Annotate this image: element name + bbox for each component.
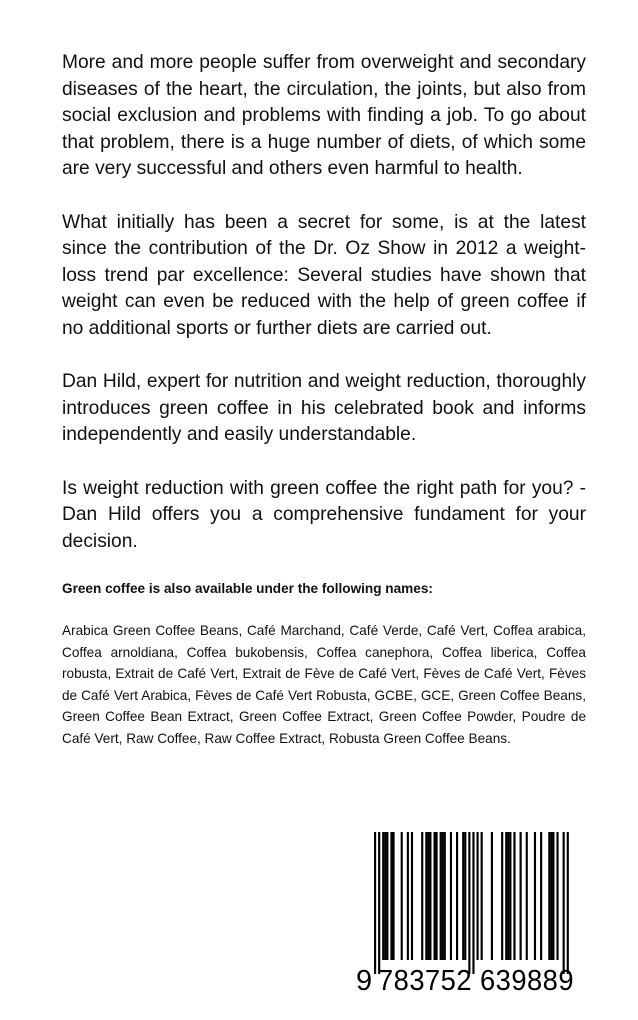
barcode-bar (501, 832, 503, 960)
paragraph-question: Is weight reduction with green coffee the right path for you? - Dan Hild offers you a comprehensive fundament for your decision. (62, 477, 586, 552)
barcode-bar (436, 832, 438, 960)
barcode-bars (374, 832, 569, 974)
barcode-bar (382, 832, 384, 960)
barcode-bar (481, 832, 483, 960)
barcode-bar (567, 832, 569, 974)
barcode-bar (548, 832, 550, 960)
barcode-bar (440, 832, 442, 960)
barcode-bar (534, 832, 536, 960)
barcode-bar (505, 832, 507, 960)
barcode-bar (472, 832, 474, 974)
barcode-bar (433, 832, 435, 960)
barcode-bar (556, 832, 558, 960)
barcode-bar (462, 832, 464, 960)
barcode-bar (456, 832, 458, 960)
names-heading: Green coffee is also available under the following names: (62, 581, 433, 596)
barcode-bar (450, 832, 452, 960)
isbn-barcode (352, 830, 592, 994)
barcode-bar (411, 832, 413, 960)
barcode-bar (477, 832, 479, 960)
barcode-bar (386, 832, 388, 960)
barcode-bar (464, 832, 466, 960)
barcode-bar (540, 832, 542, 960)
barcode-bar (378, 832, 380, 974)
barcode-bar (563, 832, 565, 974)
barcode-bar (507, 832, 509, 960)
barcode-bar (401, 832, 403, 960)
paragraph-intro: More and more people suffer from overweight and secondary diseases of the heart, the circulation, the joints, but also from social exclusion and problems with finding a job. To go about that problem, there is a huge number of diets, of which some are very successful and others even harmful to health. (62, 52, 586, 179)
barcode-bar (509, 832, 511, 960)
barcode-bar (491, 832, 493, 960)
barcode-bar (392, 832, 394, 960)
barcode-bar (390, 832, 392, 960)
barcode-bar (442, 832, 444, 960)
barcode-bar (526, 832, 528, 960)
barcode-bar (552, 832, 554, 960)
barcode-bar (425, 832, 427, 960)
paragraph-dr-oz: What initially has been a secret for some, is at the latest since the contribution of the Dr. Oz Show in 2012 a weight-loss trend par excellence: Several studies have shown that weight can even be reduced with the help of green coffee if no additional sports or further diets are carried out. (62, 211, 586, 339)
barcode-bar (550, 832, 552, 960)
barcode-bar (421, 832, 423, 960)
barcode-bar (374, 832, 376, 974)
names-list: Arabica Green Coffee Beans, Café Marchand, Café Verde, Café Vert, Coffea arabica, Coffea arnoldiana, Coffea bukobensis, Coffea canephora, Coffea liberica, Coffea robusta, Extrait de Café Vert, Extrait de Fève de Café Vert, Fèves de Café Vert, Fèves de Café Vert Arabica, Fèves de Café Vert Robusta, GCBE, GCE, Green Coffee Beans, Green Coffee Bean Extract, Green Coffee Extract, Green Coffee Powder, Poudre de Café Vert, Raw Coffee, Raw Coffee Extract, Robusta Green Coffee Beans. (62, 623, 586, 746)
paragraph-author: Dan Hild, expert for nutrition and weight reduction, thoroughly introduces green coffee in his celebrated book and informs independently and easily understandable. (62, 371, 586, 445)
barcode-bar (513, 832, 515, 960)
barcode-bar (468, 832, 470, 974)
barcode-bar (444, 832, 446, 960)
barcode-graphic (352, 830, 592, 994)
barcode-left-digits: 783752 (378, 965, 472, 994)
barcode-right-digits: 639889 (480, 965, 574, 994)
barcode-bar (427, 832, 429, 960)
barcode-bar (520, 832, 522, 960)
barcode-bar (429, 832, 431, 960)
barcode-bar (407, 832, 409, 960)
cover-text-block (62, 50, 586, 749)
barcode-bar (384, 832, 386, 960)
barcode-first-digit: 9 (356, 965, 373, 994)
